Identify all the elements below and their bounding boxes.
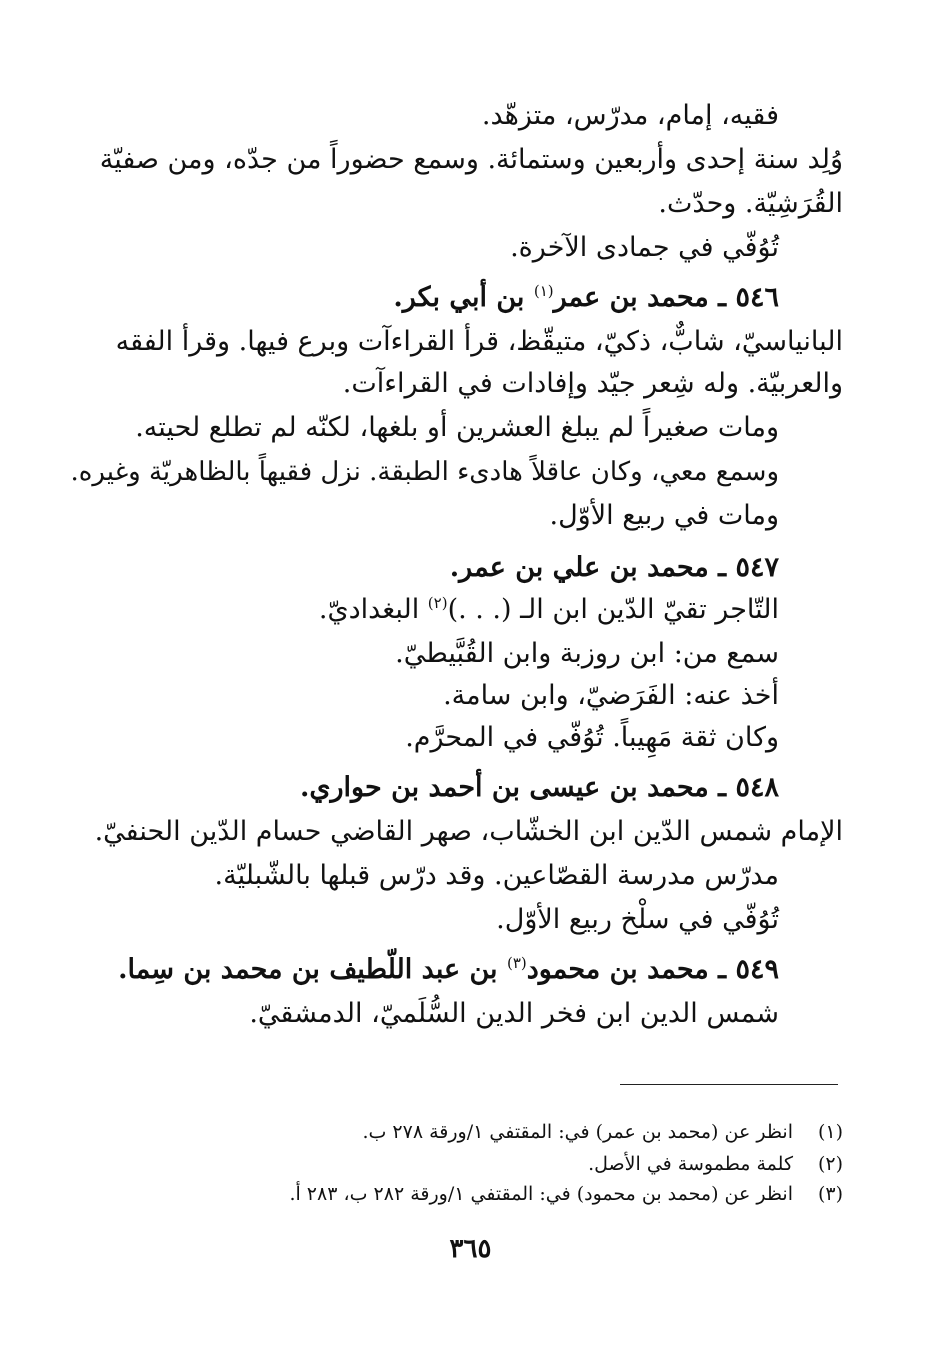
entry-heading-549 [118, 950, 779, 990]
footnote-text: كلمة مطموسة في الأصل. [588, 1153, 793, 1175]
text-line: تُوُفّي في سلْخ ربيع الأوّل. [496, 904, 779, 935]
text-line: والعربيّة. وله شِعر جيّد وإفادات في القراءآت. [342, 368, 843, 399]
footnote-ref: (١) [533, 282, 554, 300]
footnote [362, 1118, 843, 1146]
text-line: سمع من: ابن روزبة وابن القُبَّيطيّ. [395, 638, 779, 669]
text-line: القُرَشِيّة. وحدّث. [658, 188, 843, 219]
text-line: الإمام شمس الدّين ابن الخشّاب، صهر القاضي حسام الدّين الحنفيّ. [94, 816, 843, 847]
text-line: شمس الدين ابن فخر الدين السُّلَميّ، الدمشقيّ. [249, 998, 779, 1029]
text-line: فقيه، إمام، مدرّس، متزهّد. [481, 100, 779, 131]
entry-heading-text: ٥٤٦ ـ محمد بن عمر [553, 282, 779, 313]
footnote-ref: (٣) [506, 954, 527, 972]
text-line: ومات في ربيع الأوّل. [549, 500, 779, 531]
entry-heading-tail: بن عبد اللّطيف بن محمد بن سِما. [118, 954, 507, 985]
text-line: أخذ عنه: الفَرَضيّ، وابن سامة. [443, 680, 779, 711]
text-line [319, 590, 779, 630]
footnote-divider [620, 1084, 838, 1085]
footnote-number: (١) [817, 1121, 843, 1143]
text-line: تُوُفّي في جمادى الآخرة. [510, 232, 779, 263]
text-segment: التّاجر تقيّ الدّين ابن الـ (. . .) [447, 594, 779, 625]
text-line: ومات صغيراً لم يبلغ العشرين أو بلغها، لكنّه لم تطلع لحيته. [135, 412, 779, 443]
footnote-number: (٢) [817, 1153, 843, 1175]
text-line: وسمع معي، وكان عاقلاً هادىء الطبقة. نزل فقيهاً بالظاهريّة وغيره. [70, 457, 779, 487]
entry-heading-tail: بن أبي بكر. [393, 282, 534, 313]
footnote-text: انظر عن (محمد بن محمود) في: المقتفي ١/ورقة ٢٨٢ ب، ٢٨٣ أ. [289, 1183, 793, 1205]
entry-heading-text: ٥٤٩ ـ محمد بن محمود [526, 954, 779, 985]
text-line: البانياسيّ، شابٌّ، ذكيّ، متيقّظ، قرأ القراءآت وبرع فيها. وقرأ الفقه [115, 326, 843, 357]
text-line: وكان ثقة مَهِيباً. تُوُفّي في المحرَّم. [405, 722, 779, 753]
entry-heading-547: ٥٤٧ ـ محمد بن علي بن عمر. [449, 552, 779, 583]
footnote-ref: (٢) [427, 594, 448, 612]
entry-heading-548: ٥٤٨ ـ محمد بن عيسى بن أحمد بن حواري. [299, 772, 779, 803]
footnote [588, 1150, 843, 1178]
text-segment: البغداديّ. [318, 594, 428, 625]
footnote-text: انظر عن (محمد بن عمر) في: المقتفي ١/ورقة ٢٧٨ ب. [362, 1121, 793, 1143]
footnote-number: (٣) [817, 1183, 843, 1205]
footnote [289, 1180, 843, 1208]
text-line: وُلِد سنة إحدى وأربعين وستمائة. وسمع حضوراً من جدّه، ومن صفيّة [99, 144, 843, 175]
text-line: مدرّس مدرسة القصّاعين. وقد درّس قبلها بالشّبليّة. [214, 860, 779, 891]
page-number: ٣٦٥ [449, 1234, 492, 1264]
entry-heading-546 [393, 278, 779, 318]
